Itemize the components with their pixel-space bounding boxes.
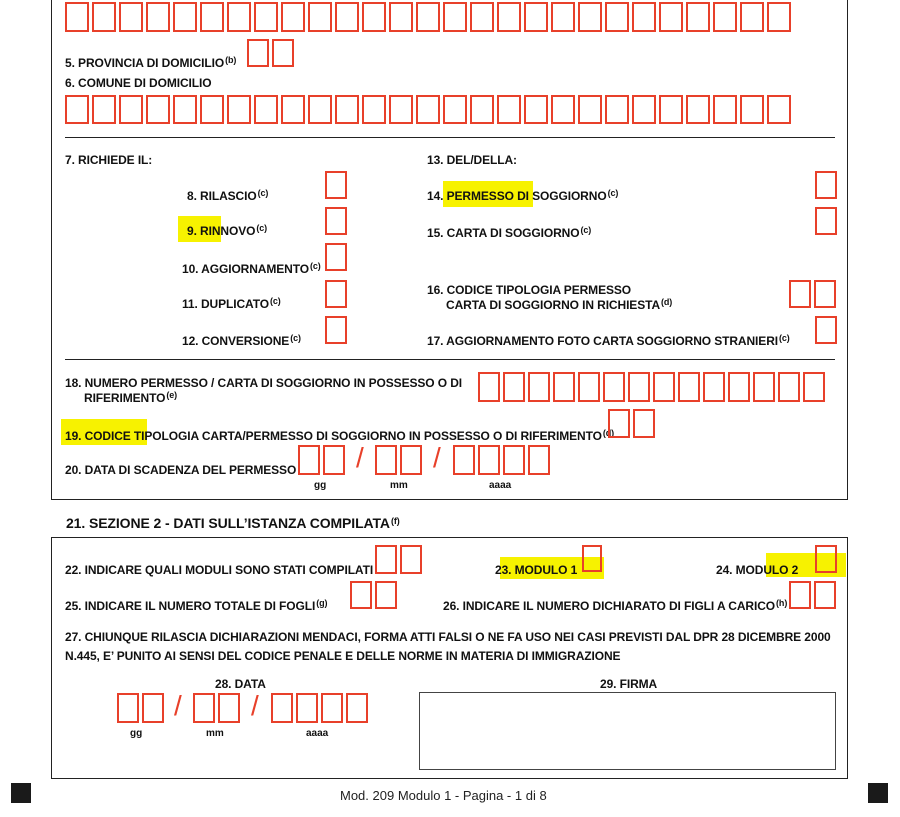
field-6-label: 6. COMUNE DI DOMICILIO [65,76,212,90]
duplicato-checkbox[interactable] [325,280,350,308]
field-10-label: 10. AGGIORNAMENTO$^{(c)}$ [182,261,321,276]
divider [65,137,835,138]
date-separator: / [174,690,182,721]
permesso-checkbox[interactable] [815,171,840,199]
day-caption: gg [314,480,327,491]
field-5-label: 5. PROVINCIA DI DOMICILIO$^{(b)}$ [65,55,237,70]
field-22-label: 22. INDICARE QUALI MODULI SONO STATI COMPILATI [65,563,374,577]
field-23-label: 23. MODULO 1 [495,563,578,577]
field-28-label: 28. DATA [215,677,266,691]
field-20-label: 20. DATA DI SCADENZA DEL PERMESSO [65,463,297,477]
field-9-label: 9. RINNOVO$^{(c)}$ [187,223,268,238]
codice-tipologia-possesso-input[interactable] [608,409,658,438]
scadenza-year-input[interactable] [453,445,553,475]
field-15-label: 15. CARTA DI SOGGIORNO$^{(c)}$ [427,225,592,240]
month-caption: mm [390,480,408,491]
page-footer: Mod. 209 Modulo 1 - Pagina - 1 di 8 [340,788,547,803]
numero-fogli-input[interactable] [350,581,400,609]
field-11-label: 11. DUPLICATO$^{(c)}$ [182,296,281,311]
moduli-compilati-input[interactable] [375,545,425,574]
carta-checkbox[interactable] [815,207,840,235]
year-caption: aaaa [306,728,329,739]
year-caption: aaaa [489,480,512,491]
field-14-label: 14. PERMESSO DI SOGGIORNO$^{(c)}$ [427,188,619,203]
field-18-label: 18. NUMERO PERMESSO / CARTA DI SOGGIORNO IN POSSESSO O DI [65,376,463,390]
section-1-frame [51,0,848,500]
field-17-label: 17. AGGIORNAMENTO FOTO CARTA SOGGIORNO STRANIERI$^{(c)}$ [427,333,790,348]
field-13-label: 13. DEL/DELLA: [427,153,517,167]
data-day-input[interactable] [117,693,167,723]
provincia-input[interactable] [247,39,297,67]
day-caption: gg [130,728,143,739]
aggiornamento-checkbox[interactable] [325,243,350,271]
conversione-checkbox[interactable] [325,316,350,344]
divider [65,359,835,360]
field-8-label: 8. RILASCIO$^{(c)}$ [187,188,269,203]
date-separator: / [251,690,259,721]
field-25-label: 25. INDICARE IL NUMERO TOTALE DI FOGLI$^{(g)}$ [65,598,328,613]
field-29-label: 29. FIRMA [600,677,658,691]
registration-mark [11,783,31,803]
rinnovo-checkbox[interactable] [325,207,350,235]
field-27-text: 27. CHIUNQUE RILASCIA DICHIARAZIONI MENDACI, FORMA ATTI FALSI O NE FA USO NEI CASI PREVISTI DAL DPR 28 DICEMBRE 2000 [65,630,831,644]
numero-permesso-input[interactable] [478,372,828,402]
comune-input[interactable] [65,95,794,124]
numero-figli-input[interactable] [789,581,839,609]
data-month-input[interactable] [193,693,243,723]
rilascio-checkbox[interactable] [325,171,350,199]
month-caption: mm [206,728,224,739]
field-16-label-2: CARTA DI SOGGIORNO IN RICHIESTA$^{(d)}$ [446,297,673,312]
field-26-label: 26. INDICARE IL NUMERO DICHIARATO DI FIGLI A CARICO$^{(h)}$ [443,598,788,613]
field-19-label: 19. CODICE TIPOLOGIA CARTA/PERMESSO DI SOGGIORNO IN POSSESSO O DI RIFERIMENTO$^{(d)}$ [65,428,615,443]
modulo-2-checkbox[interactable] [815,545,840,573]
data-year-input[interactable] [271,693,371,723]
section-2-heading: 21. SEZIONE 2 - DATI SULL’ISTANZA COMPILATA$^{(f)}$ [66,515,400,531]
scadenza-day-input[interactable] [298,445,348,475]
scadenza-month-input[interactable] [375,445,425,475]
signature-box[interactable] [419,692,836,770]
registration-mark [868,783,888,803]
codice-tipologia-input[interactable] [789,280,839,308]
field-7-label: 7. RICHIEDE IL: [65,153,153,167]
field-12-label: 12. CONVERSIONE$^{(c)}$ [182,333,301,348]
previous-field-boxes[interactable] [65,2,794,32]
date-separator: / [433,442,441,473]
modulo-1-checkbox[interactable] [582,545,605,572]
field-16-label: 16. CODICE TIPOLOGIA PERMESSO [427,283,632,297]
aggiornamento-foto-checkbox[interactable] [815,316,840,344]
field-24-label: 24. MODULO 2 [716,563,799,577]
field-18-label-2: RIFERIMENTO$^{(e)}$ [84,390,178,405]
date-separator: / [356,442,364,473]
field-27-text-2: N.445, E’ PUNITO AI SENSI DEL CODICE PENALE E DELLE NORME IN MATERIA DI IMMIGRAZIONE [65,649,621,663]
